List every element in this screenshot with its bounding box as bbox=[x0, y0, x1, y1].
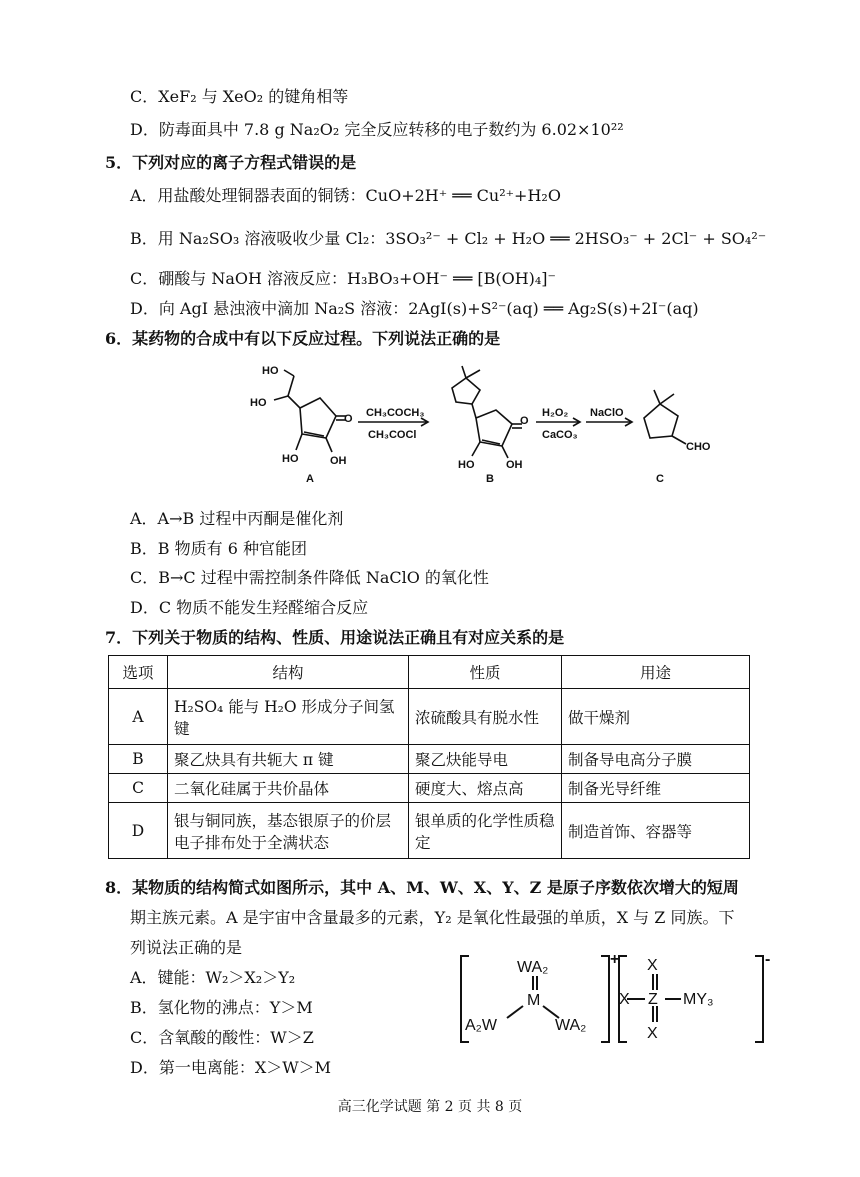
anion-charge-minus: - bbox=[765, 951, 771, 968]
b-carbonyl-o: O bbox=[520, 415, 529, 427]
q8-stem-line2: 期主族元素。A 是宇宙中含量最多的元素，Y₂ 是氧化性最强的单质，X 与 Z 同族。下 bbox=[130, 908, 735, 927]
table-cell: H₂SO₄ 能与 H₂O 形成分子间氢键 bbox=[168, 689, 409, 745]
q5-option-c: C．硼酸与 NaOH 溶液反应：H₃BO₃+OH⁻ ══ [B(OH)₄]⁻ bbox=[130, 269, 556, 288]
table-cell: 浓硫酸具有脱水性 bbox=[409, 689, 562, 745]
cation-charge-plus: + bbox=[610, 951, 620, 968]
table-cell: 银与铜同族，基态银原子的价层电子排布处于全满状态 bbox=[168, 803, 409, 859]
q5-option-a: A．用盐酸处理铜器表面的铜锈：CuO+2H⁺ ══ Cu²⁺+H₂O bbox=[130, 186, 561, 205]
q7-table bbox=[108, 655, 750, 859]
q8-structure-diagram bbox=[455, 950, 775, 1050]
table-cell: B bbox=[109, 745, 168, 774]
table-cell: 做干燥剂 bbox=[562, 689, 750, 745]
q8-stem-line1: 8．某物质的结构简式如图所示，其中 A、M、W、X、Y、Z 是原子序数依次增大的短周 bbox=[105, 878, 739, 897]
page-footer: 高三化学试题 第 2 页 共 8 页 bbox=[337, 1099, 523, 1115]
q4-option-c: C．XeF₂ 与 XeO₂ 的键角相等 bbox=[130, 87, 349, 106]
q6-option-b: B．B 物质有 6 种官能团 bbox=[130, 539, 307, 558]
header-use: 用途 bbox=[562, 656, 750, 689]
c-cho: CHO bbox=[686, 441, 711, 453]
q7-stem: 7．下列关于物质的结构、性质、用途说法正确且有对应关系的是 bbox=[105, 628, 565, 647]
b-oh-bottom: OH bbox=[506, 459, 523, 471]
a-oh-bottom: OH bbox=[330, 455, 347, 467]
reagent-h2o2: H₂O₂ bbox=[542, 407, 569, 419]
table-row bbox=[109, 774, 750, 803]
table-cell: 硬度大、熔点高 bbox=[409, 774, 562, 803]
q6-reaction-scheme bbox=[240, 360, 720, 490]
table-cell: 制造首饰、容器等 bbox=[562, 803, 750, 859]
a-carbonyl-o: O bbox=[344, 413, 353, 425]
q8-option-c: C．含氧酸的酸性：W＞Z bbox=[130, 1028, 314, 1047]
table-cell: 制备导电高分子膜 bbox=[562, 745, 750, 774]
q8-option-d: D．第一电离能：X＞W＞M bbox=[130, 1058, 332, 1077]
table-cell: 聚乙炔能导电 bbox=[409, 745, 562, 774]
table-cell: 聚乙炔具有共轭大 π 键 bbox=[168, 745, 409, 774]
table-header-row bbox=[109, 656, 750, 689]
anion-x-left: X bbox=[619, 991, 630, 1008]
a-ho-top: HO bbox=[262, 365, 279, 377]
q6-option-c: C．B→C 过程中需控制条件降低 NaClO 的氧化性 bbox=[130, 568, 489, 587]
anion-z: Z bbox=[648, 991, 658, 1008]
table-cell: 制备光导纤维 bbox=[562, 774, 750, 803]
label-a: A bbox=[306, 473, 314, 485]
reagent-naclo: NaClO bbox=[590, 407, 624, 419]
header-option: 选项 bbox=[109, 656, 168, 689]
q8-stem-line3: 列说法正确的是 bbox=[130, 938, 243, 957]
anion-x-bottom: X bbox=[647, 1025, 658, 1042]
q8-option-b: B．氢化物的沸点：Y＞M bbox=[130, 998, 313, 1017]
table-row bbox=[109, 803, 750, 859]
q6-option-a: A．A→B 过程中丙酮是催化剂 bbox=[130, 509, 344, 528]
q8-option-a: A．键能：W₂＞X₂＞Y₂ bbox=[130, 968, 296, 987]
table-row bbox=[109, 745, 750, 774]
reagent-acetyl-chloride: CH₃COCl bbox=[368, 429, 417, 441]
cation-right-wa2: WA₂ bbox=[555, 1017, 587, 1034]
header-structure: 结构 bbox=[168, 656, 409, 689]
q6-stem: 6．某药物的合成中有以下反应过程。下列说法正确的是 bbox=[105, 329, 501, 348]
a-ho-left: HO bbox=[250, 397, 267, 409]
reagent-caco3: CaCO₃ bbox=[542, 429, 578, 441]
anion-x-top: X bbox=[647, 957, 658, 974]
label-c: C bbox=[656, 473, 664, 485]
a-ho-bottom: HO bbox=[282, 453, 299, 465]
q6-option-d: D．C 物质不能发生羟醛缩合反应 bbox=[130, 598, 369, 617]
table-cell: 二氧化硅属于共价晶体 bbox=[168, 774, 409, 803]
q5-stem: 5．下列对应的离子方程式错误的是 bbox=[105, 153, 357, 172]
q5-option-d: D．向 AgI 悬浊液中滴加 Na₂S 溶液：2AgI(s)+S²⁻(aq) ══ Ag₂S(s)+2I⁻(aq) bbox=[130, 299, 699, 318]
q5-option-b: B．用 Na₂SO₃ 溶液吸收少量 Cl₂：3SO₃²⁻ + Cl₂ + H₂O ══ 2HSO₃⁻ + 2Cl⁻ + SO₄²⁻ bbox=[130, 229, 767, 248]
table-row bbox=[109, 689, 750, 745]
cation-center-m: M bbox=[527, 992, 541, 1009]
cation-left-a2w: A₂W bbox=[465, 1017, 497, 1034]
b-ho-bottom: HO bbox=[458, 459, 475, 471]
header-property: 性质 bbox=[409, 656, 562, 689]
label-b: B bbox=[486, 473, 494, 485]
cation-top-wa2: WA₂ bbox=[517, 959, 549, 976]
reagent-acetone: CH₃COCH₃ bbox=[366, 407, 425, 419]
anion-my3: MY₃ bbox=[683, 991, 714, 1008]
table-cell: A bbox=[109, 689, 168, 745]
table-cell: D bbox=[109, 803, 168, 859]
q4-option-d: D．防毒面具中 7.8 g Na₂O₂ 完全反应转移的电子数约为 6.02×10²² bbox=[130, 120, 624, 139]
table-cell: 银单质的化学性质稳定 bbox=[409, 803, 562, 859]
table-cell: C bbox=[109, 774, 168, 803]
